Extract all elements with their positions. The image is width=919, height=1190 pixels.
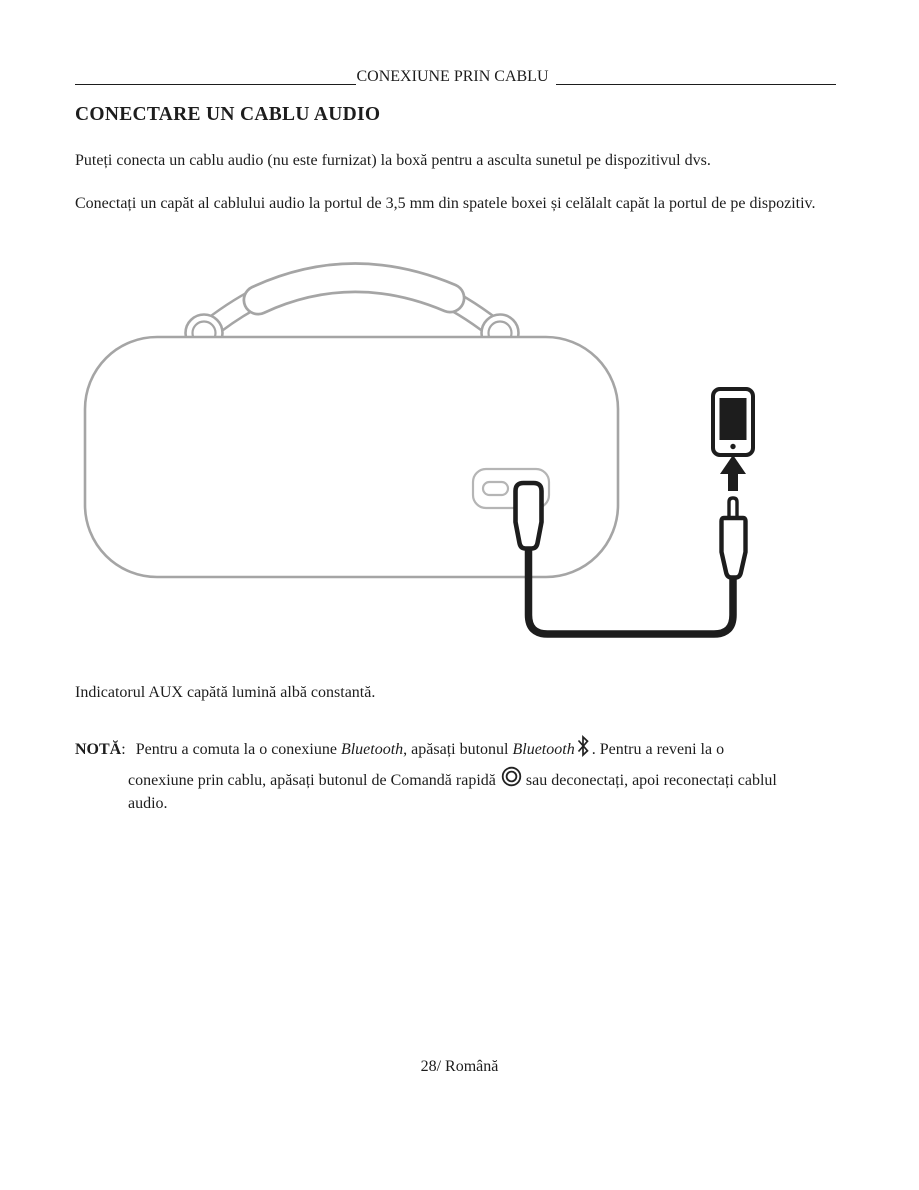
device-plug [722,498,746,578]
up-arrow-icon [720,455,746,491]
speaker-plug [516,483,542,549]
section-heading: CONECTARE UN CABLU AUDIO [75,104,381,125]
note-line-1: NOTĂ: Pentru a comuta la o conexiune Bluetooth, apăsați butonul Bluetooth . Pentru a reveni la o [75,734,880,764]
indicator-status-text: Indicatorul AUX capătă lumină albă constantă. [75,684,376,701]
page-header [75,66,836,87]
note-block [75,734,880,815]
note-line-3: audio. [128,795,168,812]
phone-screen [720,398,747,440]
phone-icon [713,389,753,455]
quick-command-icon [501,766,522,787]
aux-port [483,482,508,495]
intro-paragraph: Puteți conecta un cablu audio (nu este furnizat) la boxă pentru a asculta sunetul pe dispozitivul dvs. [75,152,711,169]
header-rule-right [556,84,837,85]
bluetooth-icon [576,734,590,758]
phone-home-button [730,444,735,449]
note-line-2: conexiune prin cablu, apăsați butonul de Comandă rapidă sau deconectați, apoi reconectați cablul [75,766,880,792]
header-rule-left [75,84,356,85]
speaker-aux-illustration [60,250,820,670]
note-label: NOTĂ [75,741,122,758]
page-number: 28/ Română [420,1058,499,1075]
header-title: CONEXIUNE PRIN CABLU [356,68,549,85]
instruction-paragraph: Conectați un capăt al cablului audio la portul de 3,5 mm din spatele boxei și celălalt capăt la portul de pe dispozitiv. [75,195,816,212]
